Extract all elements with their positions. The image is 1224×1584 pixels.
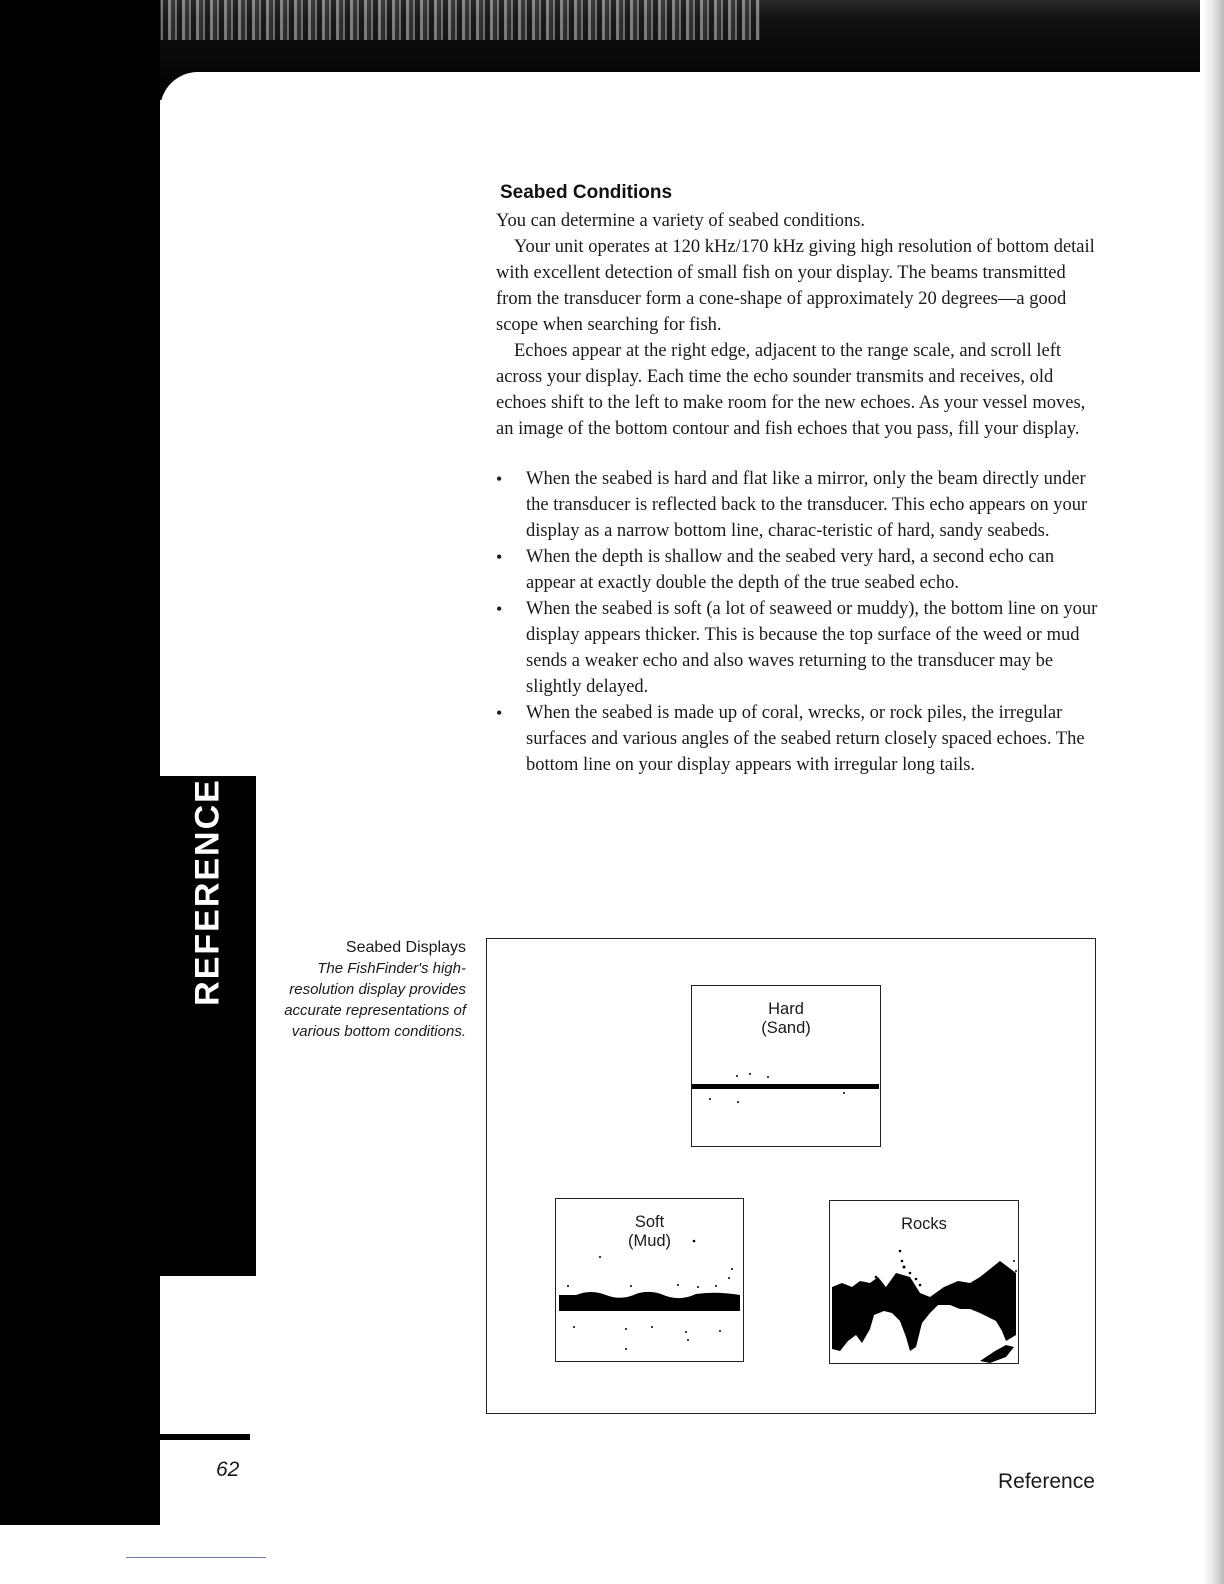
reference-tab-label: REFERENCE <box>188 778 227 1006</box>
page-number: 62 <box>216 1458 240 1481</box>
scan-right-edge <box>1202 0 1224 1584</box>
seabed-displays-figure <box>486 938 1096 1414</box>
seabed-bullet-list <box>496 466 1106 778</box>
hard-sand-panel <box>691 985 881 1147</box>
main-content <box>496 182 1106 778</box>
bullet-soft-seabed: • When the seabed is soft (a lot of seaweed or muddy), the bottom line on your display appears thicker. This is because the top surface of the weed or mud sends a weaker echo and also waves returning to the transducer may be slightly delayed. <box>496 596 1106 700</box>
tab-rule <box>160 1434 250 1440</box>
echoes-paragraph: Echoes appear at the right edge, adjacent to the range scale, and scroll left across your display. Each time the echo sounder transmits and receives, old echoes shift to the left to make room for the new echoes. As your vessel moves, an image of the bottom contour and fish echoes that you pass, fill your display. <box>496 341 1086 439</box>
footer-section-name: Reference <box>998 1470 1095 1493</box>
caption-text: The FishFinder's high-resolution display provides accurate representations of various bottom conditions. <box>284 960 466 1040</box>
rocks-label-line1: Rocks <box>901 1215 947 1233</box>
section-heading: Seabed Conditions <box>500 182 673 203</box>
figure-caption <box>270 937 466 1042</box>
bullet-double-echo: • When the depth is shallow and the seabed very hard, a second echo can appear at exactly double the depth of the true seabed echo. <box>496 544 1106 596</box>
soft-mud-panel <box>555 1198 744 1362</box>
soft-label-line1: Soft <box>634 1213 665 1231</box>
hard-label-line2: (Sand) <box>761 1019 811 1037</box>
soft-mud-label <box>556 1213 743 1251</box>
scan-left-border <box>0 0 160 1525</box>
caption-title: Seabed Displays <box>345 939 466 956</box>
bullet-rocky-seabed: • When the seabed is made up of coral, wrecks, or rock piles, the irregular surfaces and various angles of the seabed return closely spaced echoes. The bottom line on your display appears with irregular long tails. <box>496 700 1106 778</box>
soft-label-line2: (Mud) <box>627 1232 672 1250</box>
rocks-panel <box>829 1200 1019 1364</box>
rocks-label <box>830 1215 1018 1234</box>
bullet-hard-seabed: • When the seabed is hard and flat like a mirror, only the beam directly under the transducer is reflected back to the transducer. This echo appears on your display as a narrow bottom line, charac-teristic of hard, sandy seabeds. <box>496 466 1106 544</box>
intro-paragraph: You can determine a variety of seabed conditions. <box>496 211 866 231</box>
hard-label-line1: Hard <box>768 1000 804 1018</box>
frequency-paragraph: Your unit operates at 120 kHz/170 kHz giving high resolution of bottom detail with excellent detection of small fish on your display. The beams transmitted from the transducer form a cone-shape of approximately 20 degrees—a good scope when searching for fish. <box>496 237 1095 335</box>
bottom-rule <box>126 1557 266 1558</box>
hard-sand-label <box>692 1000 880 1038</box>
